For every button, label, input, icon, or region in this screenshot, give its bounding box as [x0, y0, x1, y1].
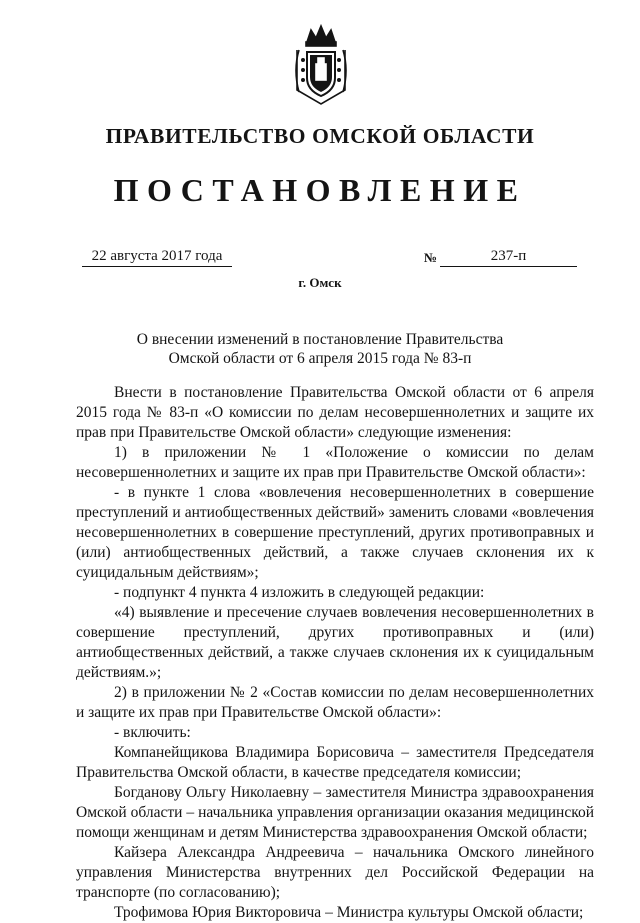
body-paragraph: 2) в приложении № 2 «Состав комиссии по делам несовершеннолетних и защите их прав при Правительстве Омской области»: — [76, 684, 594, 721]
document-subject — [0, 330, 640, 368]
body-paragraph: «4) выявление и пресечение случаев вовлечения несовершеннолетних в совершение преступлений, других противоправных и (или) антиобщественных действий, а также случаев склонения их к суицидальным действиям.»; — [76, 604, 594, 681]
document-city: г. Омск — [298, 275, 342, 290]
body-paragraph: 1) в приложении № 1 «Положение о комиссии по делам несовершеннолетних и защите их прав при Правительстве Омской области»: — [76, 444, 594, 481]
body-paragraph: - в пункте 1 слова «вовлечения несовершеннолетних в совершение преступлений и антиобщественных действий» заменить словами «вовлечения несовершеннолетних в совершение преступлений, других противоправных и (или) антиобщественных действий, а также случаев склонения их к суицидальным действиям»; — [76, 484, 594, 581]
subject-line: О внесении изменений в постановление Правительства — [136, 331, 504, 348]
body-paragraph: Трофимова Юрия Викторовича – Министра культуры Омской области; — [114, 904, 584, 921]
body-paragraph: - подпункт 4 пункта 4 изложить в следующей редакции: — [114, 584, 485, 601]
body-paragraph: Кайзера Александра Андреевича – начальника Омского линейного управления Министерства внутренних дел Российской Федерации на транспорте (по согласованию); — [76, 844, 594, 901]
subject-line: Омской области от 6 апреля 2015 года № 83-п — [168, 350, 472, 367]
document-type-heading: ПОСТАНОВЛЕНИЕ — [113, 172, 527, 208]
body-paragraph: Богданову Ольгу Николаевну – заместителя Министра здравоохранения Омской области – начальника управления организации оказания медицинской помощи женщинам и детям Министерства здравоохранения Омской области; — [76, 784, 594, 841]
government-title: ПРАВИТЕЛЬСТВО ОМСКОЙ ОБЛАСТИ — [105, 124, 535, 148]
coat-of-arms-emblem — [289, 20, 353, 108]
number-label: № — [424, 250, 438, 265]
body-paragraph: Компанейщикова Владимира Борисовича – заместителя Председателя Правительства Омской области, в качестве председателя комиссии; — [76, 744, 594, 781]
body-paragraph: - включить: — [114, 724, 191, 741]
body-paragraph: Внести в постановление Правительства Омской области от 6 апреля 2015 года № 83-п «О комиссии по делам несовершеннолетних и защите их прав при Правительстве Омской области» следующие изменения: — [76, 384, 594, 441]
document-number: 237-п — [440, 247, 577, 267]
document-body — [76, 383, 594, 923]
document-date: 22 августа 2017 года — [82, 247, 232, 267]
